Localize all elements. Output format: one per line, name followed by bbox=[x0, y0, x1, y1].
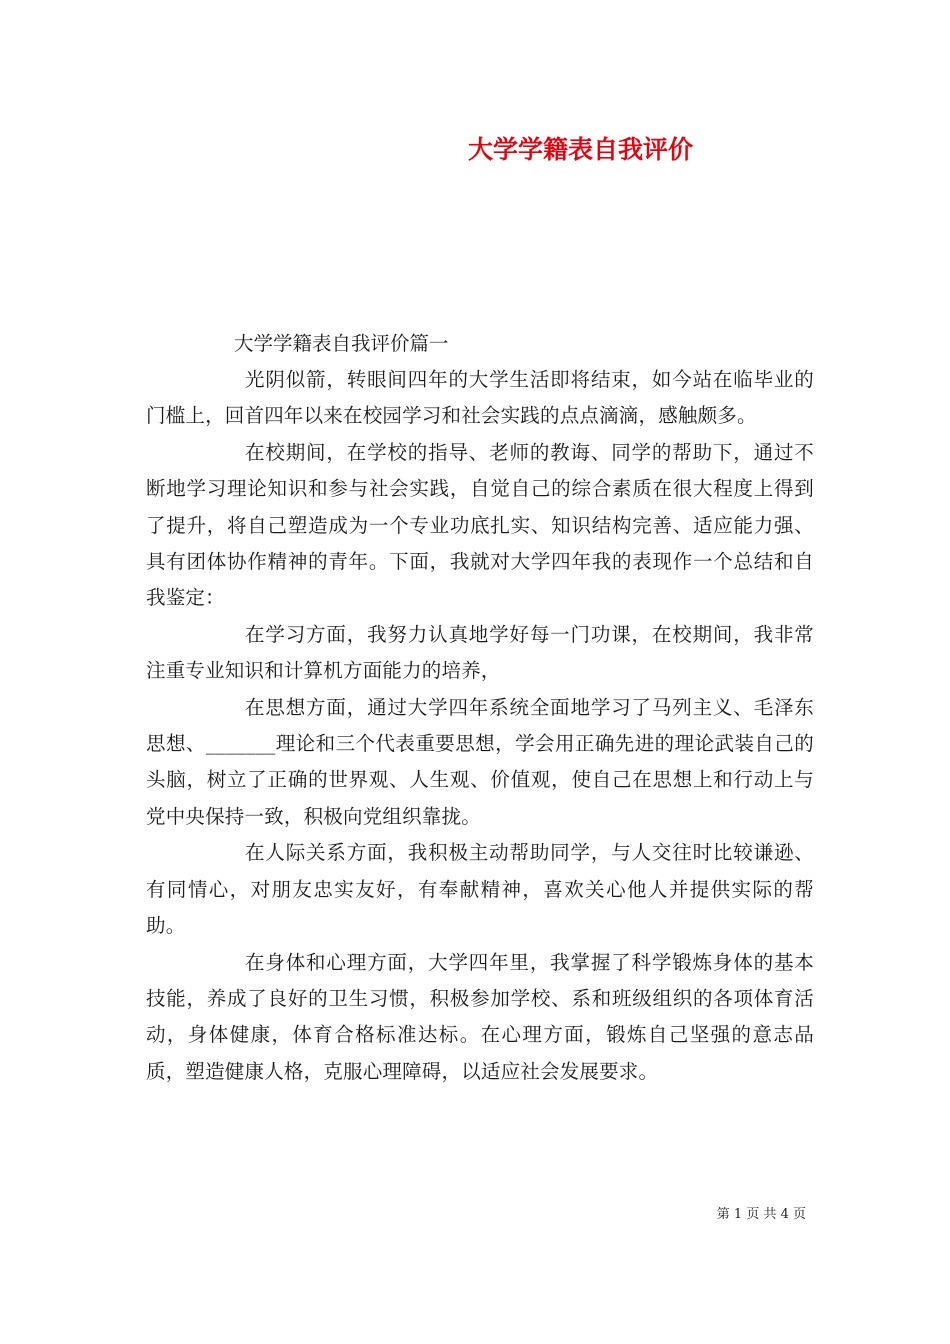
page-number-footer: 第 1 页 共 4 页 bbox=[716, 1207, 806, 1222]
paragraph-ideology: 在思想方面，通过大学四年系统全面地学习了马列主义、毛泽东思想、_______理论和三个代表重要思想，学会用正确先进的理论武装自己的头脑，树立了正确的世界观、人生观、价值观，使自己在思想上和行动上与党中央保持一致，积极向党组织靠拢。 bbox=[146, 695, 814, 828]
document-title: 大学学籍表自我评价 bbox=[468, 135, 694, 164]
paragraph-campus: 在校期间，在学校的指导、老师的教诲、同学的帮助下，通过不断地学习理论知识和参与社会实践，自觉自己的综合素质在很大程度上得到了提升，将自己塑造成为一个专业功底扎实、知识结构完善、适应能力强、具有团体协作精神的青年。下面，我就对大学四年我的表现作一个总结和自我鉴定： bbox=[146, 440, 814, 610]
paragraph-relationships: 在人际关系方面，我积极主动帮助同学，与人交往时比较谦逊、有同情心，对朋友忠实友好，有奉献精神，喜欢关心他人并提供实际的帮助。 bbox=[146, 841, 814, 938]
paragraph-study: 在学习方面，我努力认真地学好每一门功课，在校期间，我非常注重专业知识和计算机方面能力的培养， bbox=[146, 622, 814, 683]
paragraph-intro: 光阴似箭，转眼间四年的大学生活即将结束，如今站在临毕业的门槛上，回首四年以来在校园学习和社会实践的点点滴滴，感触颇多。 bbox=[146, 368, 814, 428]
section-heading: 大学学籍表自我评价篇一 bbox=[234, 332, 449, 355]
document-body bbox=[146, 326, 814, 1090]
paragraph-health: 在身体和心理方面，大学四年里，我掌握了科学锻炼身体的基本技能，养成了良好的卫生习惯，积极参加学校、系和班级组织的各项体育活动，身体健康，体育合格标准达标。在心理方面，锻炼自己坚强的意志品质，塑造健康人格，克服心理障碍，以适应社会发展要求。 bbox=[146, 950, 814, 1083]
